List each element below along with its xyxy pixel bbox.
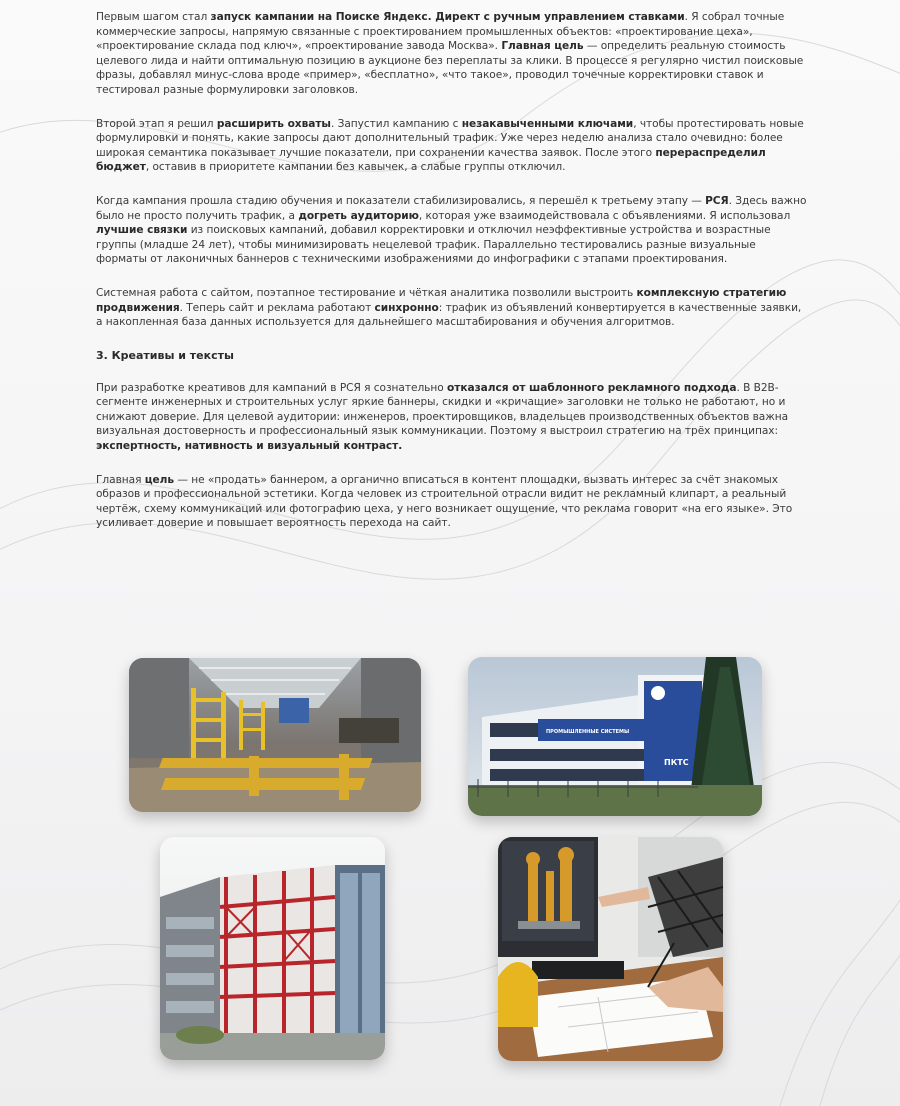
paragraph-expand-reach (96, 117, 808, 175)
body-text: , оставив в приоритете кампании без кавычек, а слабые группы отключил. (145, 161, 566, 174)
body-text: — определить реальную стоимость целевого лида и найти оптимальную позицию в аукционе без переплаты за клики. В процессе я регулярно чистил поисковые фразы, добавлял минус-слова вроде «пример», «бесплатно», «что такое», проводил точечные корректировки ставок и тестировал разные формулировки заголовков. (96, 40, 804, 96)
paragraph-creative-approach (96, 381, 808, 454)
body-text: . В B2B-сегменте инженерных и строительных услуг яркие баннеры, скидки и «кричащие» заголовки не только не работают, но и снижают доверие. Для целевой аудитории: инженеров, проектировщиков, владельцев производственных объектов важна визуальная достоверность и профессиональный язык коммуникации. Поэтому я выстроил стратегию на трёх принципах: (96, 381, 789, 438)
building-sign-secondary: ПРОМЫШЛЕННЫЕ СИСТЕМЫ (546, 729, 630, 735)
company-building-photo (468, 657, 762, 816)
emphasis-text: расширить охваты (216, 117, 331, 130)
emphasis-text: цель (144, 473, 175, 486)
body-text: Когда кампания прошла стадию обучения и показатели стабилизировались, я перешёл к третьему этапу — (96, 194, 706, 207)
emphasis-text: экспертность, нативность и визуальный контраст. (96, 440, 403, 453)
emphasis-text: догреть аудиторию (298, 209, 419, 222)
paragraph-main-goal (96, 473, 808, 531)
body-text: . Запустил кампанию с (330, 117, 462, 130)
body-text: При разработке креативов для кампаний в РСЯ я сознательно (96, 381, 448, 394)
body-text: , чтобы протестировать новые формулировки и понять, какие запросы дают дополнительный трафик. Уже через неделю анализа стало очевидно: более широкая семантика показывает лучшие показатели, при сохранении качества заявок. После этого (96, 117, 804, 159)
emphasis-text: комплексную стратегию продвижения (96, 286, 787, 314)
paragraph-complex-strategy (96, 286, 808, 330)
body-text: , которая уже взаимодействовала с объявлениями. Я использовал (418, 209, 791, 222)
body-text: . Теперь сайт и реклама работают (179, 301, 375, 314)
body-text: Системная работа с сайтом, поэтапное тестирование и чёткая аналитика позволили выстроить (96, 286, 637, 299)
body-text: Второй этап я решил (96, 117, 217, 130)
body-text: Первым шагом стал (96, 11, 211, 23)
emphasis-text: незакавыченными ключами (461, 117, 634, 130)
body-text: . Я собрал точные коммерческие запросы, напрямую связанные с проектированием промышленных объектов: «проектирование цеха», «проектирование склада под ключ», «проектирование завода Москва». (96, 11, 785, 53)
engineer-drafting-photo (498, 837, 723, 1061)
body-text: : трафик из объявлений конвертируется в качественные заявки, а накопленная база данных используется для дальнейшего масштабирования и обучения алгоритмов. (96, 301, 802, 329)
building-sign-primary: ПКТС (664, 758, 689, 767)
body-text: из поисковых кампаний, добавил корректировки и отключил неэффективные устройства и возрастные группы (младше 24 лет), чтобы минимизировать нецелевой трафик. Параллельно тестировались разные визуальные форматы от лаконичных баннеров с техническими изображениями до инфографики с этапами проектирования. (96, 224, 771, 266)
emphasis-text: отказался от шаблонного рекламного подхода (447, 381, 737, 394)
emphasis-text: лучшие связки (96, 224, 188, 237)
steel-frame-building-photo (160, 837, 385, 1060)
workshop-interior-photo (129, 658, 421, 812)
emphasis-text: РСЯ (705, 194, 729, 207)
emphasis-text: Главная цель (501, 40, 584, 53)
body-text: . Здесь важно было не просто получить трафик, а (96, 194, 807, 222)
emphasis-text: перераспределил бюджет (96, 146, 766, 174)
article-body (96, 10, 808, 550)
paragraph-rsya-stage (96, 194, 808, 267)
section-heading-creatives: 3. Креативы и тексты (96, 348, 234, 362)
body-text: Главная (96, 473, 145, 486)
paragraph-search-campaign (96, 10, 808, 98)
emphasis-text: синхронно (374, 301, 439, 314)
emphasis-text: запуск кампании на Поиске Яндекс. Директ с ручным управлением ставками (210, 11, 685, 23)
body-text: — не «продать» баннером, а органично вписаться в контент площадки, вызвать интерес за счёт знакомых образов и профессиональной эстетики. Когда человек из строительной отрасли видит не рекламный клипарт, а реальный чертёж, схему коммуникаций или фотографию цеха, у него возникает ощущение, что реклама говорит «на его языке». Это усиливает доверие и повышает вероятность перехода на сайт. (96, 473, 793, 530)
